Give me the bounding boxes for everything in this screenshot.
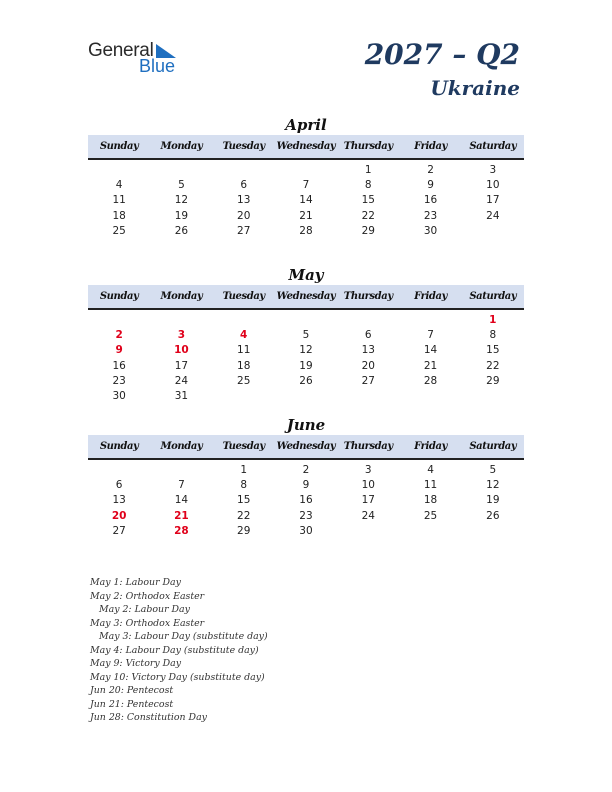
- day-cell: 4: [115, 179, 123, 192]
- day-cell: 14: [423, 344, 438, 357]
- day-cell: 19: [299, 359, 313, 372]
- day-cell: 17: [486, 194, 500, 207]
- day-cell: 1: [240, 464, 248, 476]
- weekday-label: Friday: [414, 291, 447, 302]
- page-title: 2027 – Q2: [364, 38, 520, 71]
- weekday-label: Wednesday: [276, 141, 336, 152]
- day-cell: 25: [237, 374, 251, 387]
- week-row: [88, 389, 524, 404]
- day-cell: 2: [427, 164, 434, 176]
- day-cell: 14: [299, 194, 313, 207]
- day-cell: 24: [486, 209, 500, 222]
- day-cell: 30: [299, 524, 313, 537]
- day-cell: 4: [427, 464, 434, 476]
- day-cell: 6: [240, 179, 248, 192]
- day-grid: [88, 460, 524, 539]
- day-cell: 17: [174, 359, 189, 372]
- day-cell: 18: [237, 359, 251, 372]
- day-cell: 31: [174, 389, 189, 402]
- day-cell: 10: [486, 179, 500, 192]
- day-cell: 17: [361, 494, 375, 507]
- day-cell: 22: [486, 359, 500, 372]
- weekday-label: Wednesday: [276, 441, 336, 452]
- weekday-header: [88, 435, 524, 460]
- day-cell: 25: [423, 509, 438, 522]
- day-cell: 30: [112, 389, 126, 402]
- empty-day-cell: [275, 389, 337, 404]
- day-cell: 12: [299, 344, 313, 357]
- week-row: [88, 224, 524, 239]
- day-cell: 26: [174, 224, 189, 237]
- day-cell: 8: [364, 179, 372, 192]
- weekday-label: Saturday: [469, 291, 517, 302]
- day-cell: 3: [177, 329, 186, 342]
- empty-day-cell: [88, 463, 150, 478]
- day-cell: 18: [423, 494, 438, 507]
- weekday-label: Sunday: [99, 141, 139, 152]
- empty-day-cell: [462, 524, 524, 539]
- weekday-header: [88, 285, 524, 310]
- day-cell: 7: [427, 329, 434, 342]
- empty-day-cell: [399, 313, 461, 328]
- empty-day-cell: [462, 224, 524, 239]
- empty-day-cell: [150, 163, 212, 178]
- month-name: April: [285, 116, 327, 134]
- empty-day-cell: [275, 163, 337, 178]
- day-cell: 7: [302, 179, 310, 192]
- day-cell: 10: [174, 344, 189, 357]
- day-cell: 15: [361, 194, 375, 207]
- day-cell: 20: [237, 209, 251, 222]
- day-cell: 6: [115, 479, 123, 492]
- day-cell: 4: [240, 329, 248, 342]
- day-cell: 12: [174, 194, 189, 207]
- day-cell: 22: [237, 509, 251, 522]
- weekday-label: Monday: [160, 441, 203, 452]
- day-cell: 12: [486, 479, 500, 492]
- holiday-item: May 1: Labour Day: [90, 577, 181, 588]
- holiday-item: May 3: Orthodox Easter: [90, 617, 205, 629]
- day-cell: 26: [486, 509, 500, 522]
- logo-general-text: General: [88, 40, 154, 61]
- holiday-item: May 4: Labour Day (substitute day): [90, 644, 259, 656]
- day-cell: 6: [364, 329, 372, 342]
- empty-day-cell: [213, 313, 275, 328]
- day-cell: 9: [427, 179, 434, 192]
- day-cell: 16: [299, 494, 313, 507]
- week-row: [88, 493, 524, 508]
- day-cell: 8: [489, 329, 497, 342]
- empty-day-cell: [88, 313, 150, 328]
- day-cell: 13: [112, 494, 126, 507]
- week-row: [88, 193, 524, 208]
- empty-day-cell: [150, 463, 212, 478]
- day-cell: 20: [361, 359, 375, 372]
- day-cell: 9: [115, 344, 123, 357]
- weekday-label: Thursday: [343, 441, 393, 452]
- day-cell: 29: [361, 224, 375, 237]
- holiday-item: Jun 20: Pentecost: [90, 685, 174, 696]
- day-cell: 28: [174, 524, 189, 537]
- holiday-item: May 2: Labour Day: [99, 604, 190, 615]
- weekday-label: Friday: [414, 141, 447, 152]
- empty-day-cell: [399, 389, 461, 404]
- day-cell: 30: [423, 224, 438, 237]
- day-cell: 21: [174, 509, 189, 522]
- day-grid: [88, 310, 524, 404]
- day-cell: 23: [423, 209, 438, 222]
- weekday-label: Wednesday: [276, 291, 336, 302]
- holiday-item: May 2: Orthodox Easter: [90, 590, 205, 602]
- day-cell: 21: [423, 359, 438, 372]
- empty-day-cell: [399, 524, 461, 539]
- holiday-item: Jun 21: Pentecost: [90, 698, 174, 710]
- empty-day-cell: [150, 313, 212, 328]
- day-cell: 19: [174, 209, 189, 222]
- day-cell: 5: [302, 329, 310, 342]
- holiday-item: May 3: Labour Day (substitute day): [99, 631, 268, 642]
- day-cell: 16: [112, 359, 126, 372]
- day-cell: 24: [361, 509, 375, 522]
- day-cell: 14: [174, 494, 189, 507]
- week-row: [88, 343, 524, 358]
- weekday-label: Sunday: [99, 291, 139, 302]
- day-cell: 2: [115, 329, 123, 342]
- week-row: [88, 328, 524, 343]
- day-cell: 11: [237, 344, 251, 357]
- week-row: [88, 313, 524, 328]
- day-cell: 2: [302, 464, 310, 476]
- day-cell: 21: [299, 209, 313, 222]
- holiday-item: May 10: Victory Day (substitute day): [90, 671, 265, 683]
- month-june: [88, 415, 524, 539]
- day-cell: 28: [299, 224, 313, 237]
- day-cell: 23: [299, 509, 313, 522]
- holiday-list: [90, 576, 350, 725]
- day-cell: 9: [302, 479, 310, 492]
- day-cell: 5: [178, 179, 185, 192]
- month-may: [88, 265, 524, 404]
- day-cell: 8: [240, 479, 248, 492]
- day-cell: 24: [174, 374, 189, 387]
- weekday-label: Tuesday: [222, 441, 265, 452]
- week-row: [88, 163, 524, 178]
- logo-blue-text: Blue: [139, 56, 176, 76]
- day-cell: 3: [364, 464, 372, 476]
- week-row: [88, 524, 524, 539]
- week-row: [88, 359, 524, 374]
- day-cell: 15: [237, 494, 251, 507]
- day-cell: 7: [178, 479, 185, 492]
- empty-day-cell: [337, 524, 399, 539]
- day-cell: 22: [361, 209, 375, 222]
- empty-day-cell: [213, 389, 275, 404]
- empty-day-cell: [88, 163, 150, 178]
- day-cell: 16: [423, 194, 438, 207]
- week-row: [88, 478, 524, 493]
- day-cell: 13: [237, 194, 251, 207]
- weekday-label: Tuesday: [222, 141, 265, 152]
- day-cell: 3: [489, 164, 497, 176]
- weekday-label: Monday: [160, 141, 203, 152]
- week-row: [88, 463, 524, 478]
- day-cell: 27: [237, 224, 251, 237]
- day-cell: 23: [112, 374, 126, 387]
- holiday-item: May 9: Victory Day: [90, 658, 181, 669]
- weekday-label: Monday: [160, 291, 203, 302]
- day-cell: 27: [361, 374, 375, 387]
- day-grid: [88, 160, 524, 239]
- weekday-header: [88, 135, 524, 160]
- day-cell: 11: [112, 194, 126, 207]
- day-cell: 15: [486, 344, 500, 357]
- day-cell: 11: [423, 479, 438, 492]
- weekday-label: Saturday: [469, 141, 517, 152]
- month-april: [88, 115, 524, 239]
- empty-day-cell: [337, 389, 399, 404]
- weekday-label: Sunday: [99, 441, 139, 452]
- month-name: June: [286, 416, 326, 434]
- week-row: [88, 374, 524, 389]
- weekday-label: Saturday: [469, 441, 517, 452]
- empty-day-cell: [275, 313, 337, 328]
- day-cell: 1: [364, 164, 372, 176]
- day-cell: 5: [489, 464, 497, 476]
- day-cell: 19: [486, 494, 500, 507]
- weekday-label: Thursday: [343, 291, 393, 302]
- holiday-item: Jun 28: Constitution Day: [90, 712, 207, 723]
- day-cell: 10: [361, 479, 375, 492]
- day-cell: 18: [112, 209, 126, 222]
- empty-day-cell: [337, 313, 399, 328]
- weekday-label: Tuesday: [222, 291, 265, 302]
- day-cell: 26: [299, 374, 313, 387]
- empty-day-cell: [462, 389, 524, 404]
- day-cell: 25: [112, 224, 126, 237]
- week-row: [88, 509, 524, 524]
- week-row: [88, 178, 524, 193]
- day-cell: 29: [237, 524, 251, 537]
- day-cell: 1: [489, 314, 497, 326]
- weekday-label: Friday: [414, 441, 447, 452]
- day-cell: 13: [361, 344, 375, 357]
- generalblue-logo: [88, 40, 188, 76]
- weekday-label: Thursday: [343, 141, 393, 152]
- day-cell: 29: [486, 374, 500, 387]
- day-cell: 20: [111, 509, 127, 522]
- week-row: [88, 209, 524, 224]
- month-name: May: [288, 266, 324, 284]
- empty-day-cell: [213, 163, 275, 178]
- day-cell: 27: [112, 524, 126, 537]
- country-name: Ukraine: [430, 76, 520, 100]
- day-cell: 28: [423, 374, 438, 387]
